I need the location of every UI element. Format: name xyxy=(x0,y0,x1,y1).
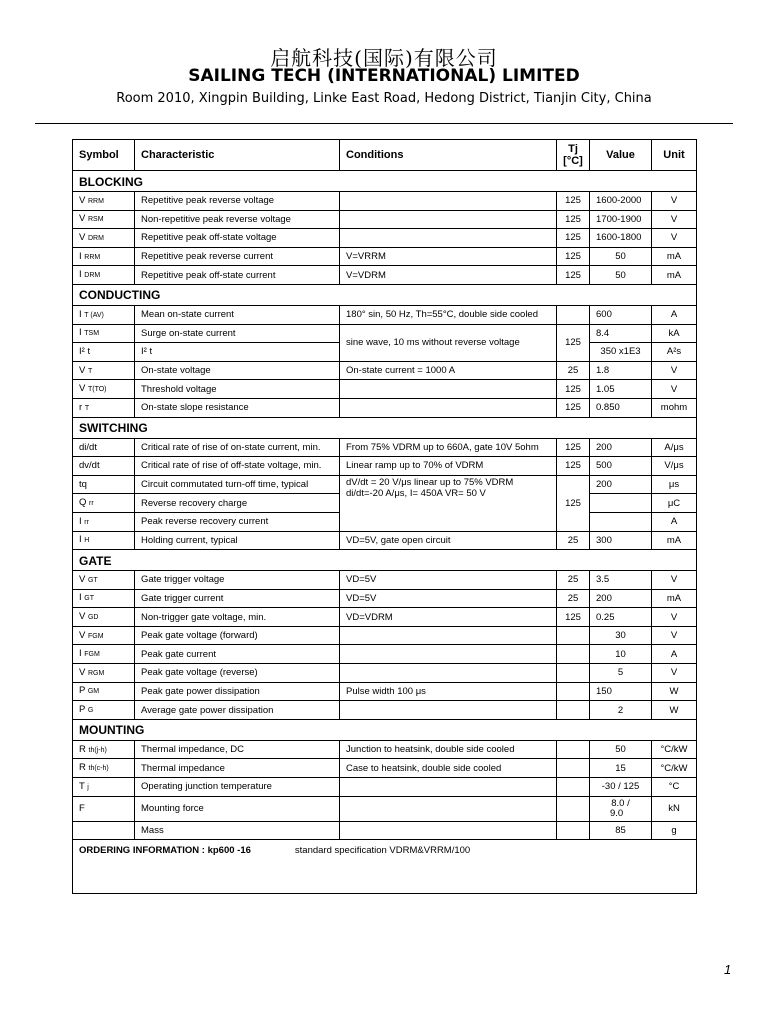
symbol-subscript: TSM xyxy=(84,330,100,338)
tj-cell xyxy=(557,759,590,778)
conditions-cell xyxy=(340,626,557,645)
symbol-cell xyxy=(73,778,135,797)
tj-cell: 125 xyxy=(557,438,590,457)
symbol-cell xyxy=(73,589,135,608)
conditions-cell: From 75% VDRM up to 660A, gate 10V 5ohm xyxy=(340,438,557,457)
characteristic-cell: Non-trigger gate voltage, min. xyxy=(135,608,340,627)
symbol-letter: V xyxy=(79,629,86,641)
symbol-subscript: rr xyxy=(89,500,94,508)
conditions-cell: V=VDRM xyxy=(340,266,557,285)
characteristic-cell: Threshold voltage xyxy=(135,380,340,399)
unit-cell: °C xyxy=(652,778,697,797)
symbol-cell xyxy=(73,380,135,399)
section-title-conducting: CONDUCTING xyxy=(73,284,697,305)
symbol-letter: V xyxy=(79,194,86,206)
characteristic-cell: Peak gate voltage (forward) xyxy=(135,626,340,645)
tj-cell: 125 xyxy=(557,324,590,361)
characteristic-cell: Thermal impedance, DC xyxy=(135,740,340,759)
unit-cell: μC xyxy=(652,494,697,513)
tj-cell: 125 xyxy=(557,457,590,476)
unit-cell: V xyxy=(652,571,697,590)
symbol-subscript: FGM xyxy=(87,632,104,640)
tj-cell xyxy=(557,778,590,797)
tj-cell xyxy=(557,626,590,645)
table-row xyxy=(73,740,697,759)
value-cell: 600 xyxy=(590,305,652,324)
value-cell: 0.850 xyxy=(590,398,652,417)
conditions-cell xyxy=(340,229,557,248)
characteristic-cell: Holding current, typical xyxy=(135,531,340,550)
symbol-cell xyxy=(73,494,135,513)
symbol-cell xyxy=(73,305,135,324)
section-title-switching: SWITCHING xyxy=(73,417,697,438)
symbol-cell xyxy=(73,701,135,720)
unit-cell: V xyxy=(652,210,697,229)
tj-cell xyxy=(557,821,590,840)
value-cell: 200 xyxy=(590,438,652,457)
value-cell: 500 xyxy=(590,457,652,476)
table-row xyxy=(73,266,697,285)
specification-table xyxy=(72,139,697,894)
symbol-cell xyxy=(73,608,135,627)
tj-cell: 125 xyxy=(557,210,590,229)
table-row xyxy=(73,645,697,664)
conditions-cell: Linear ramp up to 70% of VDRM xyxy=(340,457,557,476)
tj-cell: 125 xyxy=(557,398,590,417)
symbol-letter: R xyxy=(79,762,86,774)
table-row xyxy=(73,778,697,797)
characteristic-cell: Repetitive peak off-state voltage xyxy=(135,229,340,248)
unit-cell: V xyxy=(652,229,697,248)
table-row xyxy=(73,247,697,266)
unit-cell: °C/kW xyxy=(652,740,697,759)
section-row-mounting xyxy=(73,719,697,740)
table-row xyxy=(73,475,697,494)
symbol-subscript: T (AV) xyxy=(84,311,104,319)
symbol-cell: dv/dt xyxy=(73,457,135,476)
table-row xyxy=(73,210,697,229)
tj-cell: 125 xyxy=(557,475,590,531)
symbol-subscript: GT xyxy=(84,595,95,603)
conditions-cell: 180° sin, 50 Hz, Th=55°C, double side cooled xyxy=(340,305,557,324)
section-title-mounting: MOUNTING xyxy=(73,719,697,740)
conditions-cell xyxy=(340,192,557,211)
tj-cell xyxy=(557,701,590,720)
symbol-letter: I xyxy=(79,592,82,604)
symbol-cell: I² t xyxy=(73,343,135,362)
column-header-tj xyxy=(557,140,590,171)
value-cell: 1.05 xyxy=(590,380,652,399)
characteristic-cell: Critical rate of rise of on-state current, min. xyxy=(135,438,340,457)
unit-cell: A xyxy=(652,512,697,531)
symbol-subscript: H xyxy=(84,537,90,545)
tj-cell: 125 xyxy=(557,247,590,266)
symbol-subscript: RRM xyxy=(84,253,101,261)
value-cell: 50 xyxy=(590,247,652,266)
unit-cell: mA xyxy=(652,531,697,550)
tj-cell: 25 xyxy=(557,361,590,380)
value-cell: 50 xyxy=(590,740,652,759)
characteristic-cell: Peak reverse recovery current xyxy=(135,512,340,531)
symbol-cell xyxy=(73,324,135,343)
company-name-chinese: 启航科技(国际)有限公司 xyxy=(270,46,498,70)
characteristic-cell: Peak gate voltage (reverse) xyxy=(135,664,340,683)
tj-cell: 25 xyxy=(557,589,590,608)
unit-cell: W xyxy=(652,682,697,701)
table-row xyxy=(73,229,697,248)
symbol-cell xyxy=(73,192,135,211)
symbol-letter: I xyxy=(79,648,82,660)
tj-cell: 125 xyxy=(557,608,590,627)
table-row xyxy=(73,457,697,476)
table-row xyxy=(73,608,697,627)
conditions-cell xyxy=(340,796,557,821)
symbol-cell xyxy=(73,821,135,840)
table-row xyxy=(73,759,697,778)
table-row xyxy=(73,398,697,417)
column-header-value: Value xyxy=(590,140,652,171)
unit-cell: kA xyxy=(652,324,697,343)
unit-cell: A xyxy=(652,645,697,664)
symbol-subscript: GT xyxy=(87,576,98,584)
characteristic-cell: Non-repetitive peak reverse voltage xyxy=(135,210,340,229)
symbol-letter: I xyxy=(79,308,82,320)
symbol-letter: V xyxy=(79,231,86,243)
section-row-blocking xyxy=(73,171,697,192)
unit-cell: g xyxy=(652,821,697,840)
symbol-subscript: G xyxy=(87,707,94,715)
characteristic-cell: Mounting force xyxy=(135,796,340,821)
table-row xyxy=(73,682,697,701)
value-cell: 150 xyxy=(590,682,652,701)
conditions-cell xyxy=(340,645,557,664)
symbol-cell xyxy=(73,571,135,590)
symbol-letter: I xyxy=(79,515,82,527)
value-cell: 8.4 xyxy=(590,324,652,343)
symbol-cell xyxy=(73,740,135,759)
characteristic-cell: Circuit commutated turn-off time, typical xyxy=(135,475,340,494)
conditions-cell xyxy=(340,398,557,417)
symbol-subscript: DRM xyxy=(87,234,104,242)
symbol-cell xyxy=(73,229,135,248)
conditions-cell xyxy=(340,701,557,720)
symbol-subscript: T(TO) xyxy=(87,386,107,394)
ordering-information-row xyxy=(73,840,697,894)
tj-cell: 125 xyxy=(557,380,590,399)
unit-cell: V xyxy=(652,192,697,211)
table-row xyxy=(73,664,697,683)
symbol-subscript: th(j-h) xyxy=(88,746,107,754)
symbol-subscript: RGM xyxy=(87,669,105,677)
unit-cell: V/μs xyxy=(652,457,697,476)
column-header-unit: Unit xyxy=(652,140,697,171)
conditions-cell xyxy=(340,778,557,797)
column-header-tj-unit: [°C] xyxy=(563,155,583,167)
characteristic-cell: Repetitive peak reverse current xyxy=(135,247,340,266)
symbol-cell xyxy=(73,531,135,550)
unit-cell: V xyxy=(652,664,697,683)
table-row xyxy=(73,796,697,821)
symbol-cell xyxy=(73,361,135,380)
value-cell: 200 xyxy=(590,589,652,608)
conditions-cell xyxy=(340,380,557,399)
value-cell: 10 xyxy=(590,645,652,664)
tj-cell: 25 xyxy=(557,531,590,550)
symbol-subscript: RRM xyxy=(87,197,104,205)
table-row xyxy=(73,380,697,399)
symbol-cell xyxy=(73,682,135,701)
characteristic-cell: Gate trigger current xyxy=(135,589,340,608)
column-header-conditions: Conditions xyxy=(340,140,557,171)
table-header-row xyxy=(73,140,697,171)
unit-cell: A²s xyxy=(652,343,697,362)
value-line: 9.0 xyxy=(610,807,624,819)
characteristic-cell: Operating junction temperature xyxy=(135,778,340,797)
characteristic-cell: I² t xyxy=(135,343,340,362)
unit-cell: W xyxy=(652,701,697,720)
tj-cell: 125 xyxy=(557,229,590,248)
value-cell: 1600-2000 xyxy=(590,192,652,211)
symbol-subscript: T xyxy=(84,404,90,412)
characteristic-cell: Mass xyxy=(135,821,340,840)
value-cell: 1.8 xyxy=(590,361,652,380)
value-cell: 300 xyxy=(590,531,652,550)
tj-cell: 125 xyxy=(557,266,590,285)
value-cell: 3.5 xyxy=(590,571,652,590)
conditions-cell: VD=5V, gate open circuit xyxy=(340,531,557,550)
characteristic-cell: Gate trigger voltage xyxy=(135,571,340,590)
symbol-cell: F xyxy=(73,796,135,821)
tj-cell xyxy=(557,645,590,664)
symbol-subscript: DRM xyxy=(84,272,101,280)
value-cell: 200 xyxy=(590,475,652,494)
table-row xyxy=(73,821,697,840)
tj-cell xyxy=(557,682,590,701)
symbol-cell xyxy=(73,759,135,778)
section-row-switching xyxy=(73,417,697,438)
tj-cell xyxy=(557,740,590,759)
table-row xyxy=(73,626,697,645)
symbol-subscript: j xyxy=(87,783,89,791)
section-row-conducting xyxy=(73,284,697,305)
unit-cell: A xyxy=(652,305,697,324)
tj-cell xyxy=(557,664,590,683)
value-cell xyxy=(590,796,652,821)
conditions-line: dV/dt = 20 V/μs linear up to 75% VDRM xyxy=(346,476,514,488)
company-address: Room 2010, Xingpin Building, Linke East Road, Hedong District, Tianjin City, China xyxy=(116,91,652,106)
conditions-cell: VD=VDRM xyxy=(340,608,557,627)
characteristic-cell: Repetitive peak off-state current xyxy=(135,266,340,285)
symbol-letter: V xyxy=(79,666,86,678)
table-row xyxy=(73,192,697,211)
tj-cell: 125 xyxy=(557,192,590,211)
symbol-subscript: th(c-h) xyxy=(88,765,109,773)
symbol-letter: I xyxy=(79,269,82,281)
symbol-letter: I xyxy=(79,327,82,339)
page-number: 1 xyxy=(724,962,732,977)
characteristic-cell: Peak gate current xyxy=(135,645,340,664)
unit-cell: °C/kW xyxy=(652,759,697,778)
characteristic-cell: On-state voltage xyxy=(135,361,340,380)
value-cell: 350 x1E3 xyxy=(590,343,652,362)
value-line: 8.0 / xyxy=(611,797,630,809)
unit-cell: mohm xyxy=(652,398,697,417)
value-cell: 15 xyxy=(590,759,652,778)
symbol-subscript: GD xyxy=(87,614,99,622)
ordering-information-label: ORDERING INFORMATION : kp600 -16 xyxy=(79,845,251,857)
unit-cell: A/μs xyxy=(652,438,697,457)
value-cell: 2 xyxy=(590,701,652,720)
company-name-english: SAILING TECH (INTERNATIONAL) LIMITED xyxy=(188,66,580,86)
table-row xyxy=(73,305,697,324)
symbol-letter: V xyxy=(79,213,86,225)
table-row xyxy=(73,701,697,720)
table-row xyxy=(73,589,697,608)
conditions-cell xyxy=(340,664,557,683)
symbol-subscript: FGM xyxy=(84,651,100,659)
symbol-subscript: GM xyxy=(87,688,100,696)
characteristic-cell: Critical rate of rise of off-state voltage, min. xyxy=(135,457,340,476)
symbol-letter: V xyxy=(79,364,86,376)
unit-cell: kN xyxy=(652,796,697,821)
section-title-blocking: BLOCKING xyxy=(73,171,697,192)
symbol-cell xyxy=(73,247,135,266)
table-row xyxy=(73,571,697,590)
symbol-cell xyxy=(73,626,135,645)
table-row xyxy=(73,361,697,380)
column-header-symbol: Symbol xyxy=(73,140,135,171)
unit-cell: V xyxy=(652,361,697,380)
characteristic-cell: Repetitive peak reverse voltage xyxy=(135,192,340,211)
value-cell xyxy=(590,494,652,513)
characteristic-cell: Reverse recovery charge xyxy=(135,494,340,513)
symbol-letter: R xyxy=(79,743,86,755)
column-header-tj-label: Tj xyxy=(568,143,578,155)
value-cell: -30 / 125 xyxy=(590,778,652,797)
symbol-subscript: RSM xyxy=(87,216,104,224)
conditions-cell: Case to heatsink, double side cooled xyxy=(340,759,557,778)
characteristic-cell: Thermal impedance xyxy=(135,759,340,778)
symbol-cell: di/dt xyxy=(73,438,135,457)
table-row xyxy=(73,438,697,457)
symbol-letter: V xyxy=(79,573,86,585)
value-cell: 1700-1900 xyxy=(590,210,652,229)
tj-cell: 25 xyxy=(557,571,590,590)
conditions-cell: VD=5V xyxy=(340,571,557,590)
column-header-characteristic: Characteristic xyxy=(135,140,340,171)
conditions-cell: On-state current = 1000 A xyxy=(340,361,557,380)
conditions-line: di/dt=-20 A/μs, I= 450A VR= 50 V xyxy=(346,487,486,499)
symbol-cell xyxy=(73,266,135,285)
symbol-letter: I xyxy=(79,250,82,262)
characteristic-cell: On-state slope resistance xyxy=(135,398,340,417)
conditions-cell xyxy=(340,821,557,840)
value-cell: 30 xyxy=(590,626,652,645)
table-row xyxy=(73,324,697,343)
value-cell: 0.25 xyxy=(590,608,652,627)
characteristic-cell: Peak gate power dissipation xyxy=(135,682,340,701)
value-cell: 85 xyxy=(590,821,652,840)
ordering-information-cell xyxy=(73,840,697,894)
ordering-specification: standard specification VDRM&VRRM/100 xyxy=(294,845,471,857)
value-cell: 1600-1800 xyxy=(590,229,652,248)
unit-cell: mA xyxy=(652,589,697,608)
unit-cell: V xyxy=(652,608,697,627)
section-title-gate: GATE xyxy=(73,550,697,571)
symbol-letter: P xyxy=(79,704,86,716)
symbol-cell xyxy=(73,664,135,683)
symbol-cell: tq xyxy=(73,475,135,494)
symbol-letter: P xyxy=(79,685,86,697)
symbol-letter: T xyxy=(79,780,85,792)
unit-cell: V xyxy=(652,626,697,645)
conditions-cell: Junction to heatsink, double side cooled xyxy=(340,740,557,759)
symbol-subscript: rr xyxy=(84,518,89,526)
conditions-cell xyxy=(340,475,557,531)
symbol-letter: Q xyxy=(79,497,87,509)
symbol-letter: r xyxy=(79,401,83,413)
characteristic-cell: Mean on-state current xyxy=(135,305,340,324)
characteristic-cell: Average gate power dissipation xyxy=(135,701,340,720)
symbol-letter: I xyxy=(79,534,82,546)
unit-cell: mA xyxy=(652,266,697,285)
section-row-gate xyxy=(73,550,697,571)
unit-cell: mA xyxy=(652,247,697,266)
symbol-cell xyxy=(73,210,135,229)
conditions-cell: VD=5V xyxy=(340,589,557,608)
symbol-letter: V xyxy=(79,611,86,623)
conditions-cell: V=VRRM xyxy=(340,247,557,266)
conditions-cell: sine wave, 10 ms without reverse voltage xyxy=(340,324,557,361)
tj-cell xyxy=(557,305,590,324)
conditions-cell xyxy=(340,210,557,229)
value-cell xyxy=(590,512,652,531)
symbol-cell xyxy=(73,512,135,531)
value-cell: 5 xyxy=(590,664,652,683)
characteristic-cell: Surge on-state current xyxy=(135,324,340,343)
symbol-cell xyxy=(73,645,135,664)
conditions-cell: Pulse width 100 μs xyxy=(340,682,557,701)
unit-cell: V xyxy=(652,380,697,399)
symbol-letter: V xyxy=(79,383,86,395)
value-cell: 50 xyxy=(590,266,652,285)
table-row xyxy=(73,531,697,550)
header-divider xyxy=(35,123,733,124)
unit-cell: μs xyxy=(652,475,697,494)
symbol-cell xyxy=(73,398,135,417)
tj-cell xyxy=(557,796,590,821)
symbol-subscript: T xyxy=(87,367,93,375)
